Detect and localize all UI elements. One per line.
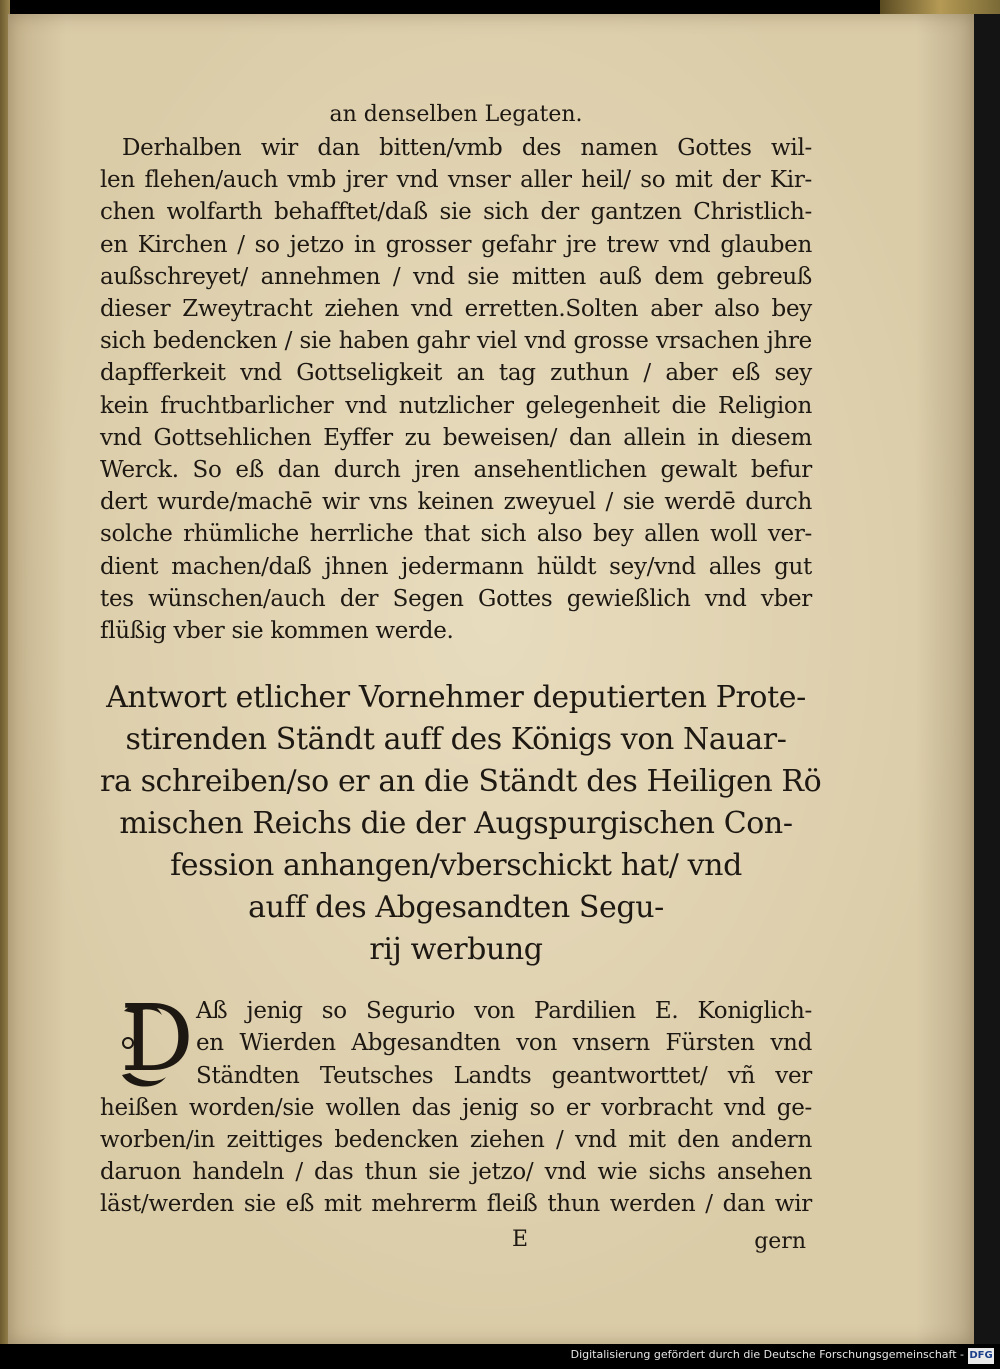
text-line: Aß jenig so Segurio von Pardilien E. Koniglich-	[196, 998, 812, 1025]
text-line: daruon handeln / das thun sie jetzo/ vnd wie sichs ansehen	[100, 1159, 812, 1186]
text-line: läst/werden sie eß mit mehrerm fleiß thun werden / dan wir	[100, 1191, 812, 1218]
heading-line: mischen Reichs die der Augspurgischen Con-	[119, 806, 793, 842]
heading-line: fession anhangen/vberschickt hat/ vnd	[170, 848, 742, 884]
heading-line: ra schreiben/so er an die Ständt des Heiligen Rö	[100, 764, 822, 800]
text-line: vnd Gottsehlichen Eyffer zu beweisen/ dan allein in diesem	[100, 424, 812, 451]
running-head: an denselben Legaten.	[329, 102, 583, 127]
text-line: Derhalben wir dan bitten/vmb des namen Gottes wil-	[122, 135, 812, 161]
text-line: dapfferkeit vnd Gottseligkeit an tag zuthun / aber eß sey	[100, 360, 812, 387]
decorated-initial	[116, 985, 198, 1093]
text-line: en Kirchen / so jetzo in grosser gefahr jre trew vnd glauben	[100, 231, 812, 258]
text-line: Ständten Teutsches Landts geantworttet/ vñ ver	[196, 1062, 812, 1089]
dfg-logo-icon: DFG	[968, 1348, 994, 1364]
paragraph-exhortation	[100, 132, 812, 647]
text-line: Werck. So eß dan durch jren ansehentlichen gewalt befur	[100, 457, 812, 484]
catchword: gern	[754, 1228, 806, 1254]
heading-line: stirenden Ständt auff des Königs von Nauar-	[125, 722, 787, 758]
paragraph-answer	[100, 985, 812, 1220]
text-line: heißen worden/sie wollen das jenig so er vorbracht vnd ge-	[100, 1094, 812, 1121]
initial-letter: D	[120, 985, 194, 1093]
text-line: außschreyet/ annehmen / vnd sie mitten auß dem gebreuß	[100, 263, 812, 290]
text-line: sich bedencken / sie haben gahr viel vnd grosse vrsachen jhre	[100, 328, 812, 355]
text-line: kein fruchtbarlicher vnd nutzlicher gelegenheit die Religion	[100, 392, 812, 419]
text-line: solche rhümliche herrliche that sich also bey allen woll ver-	[100, 521, 812, 548]
text-line: len flehen/auch vmb jrer vnd vnser aller heil/ so mit der Kir-	[100, 167, 812, 194]
section-heading	[100, 677, 822, 971]
heading-line: Antwort etlicher Vornehmer deputierten Prote-	[106, 680, 806, 716]
page-foot	[100, 1227, 812, 1261]
text-line: tes wünschen/auch der Segen Gottes gewießlich vnd vber	[100, 585, 812, 612]
text-column	[100, 100, 822, 1261]
text-line: dient machen/daß jhnen jedermann hüldt sey/vnd alles gut	[100, 553, 812, 580]
signature-mark: E	[512, 1226, 529, 1252]
text-line: dieser Zweytracht ziehen vnd erretten.Solten aber also bey	[100, 296, 812, 323]
text-line: en Wierden Abgesandten von vnsern Fürsten vnd	[196, 1030, 812, 1057]
viewer-footer	[0, 1344, 1000, 1369]
funding-credit: Digitalisierung gefördert durch die Deutsche Forschungsgemeinschaft -	[570, 1348, 964, 1361]
scan-background-strip	[974, 14, 1000, 1344]
text-line: dert wurde/machē wir vns keinen zweyuel / sie werdē durch	[100, 489, 812, 516]
text-line: chen wolfarth behafftet/daß sie sich der gantzen Christlich-	[100, 199, 812, 226]
heading-line: auff des Abgesandten Segu-	[248, 890, 664, 926]
heading-line: rij werbung	[369, 932, 543, 968]
text-line: flüßig vber sie kommen werde.	[100, 618, 454, 645]
text-line: worben/in zeittiges bedencken ziehen / vnd mit den andern	[100, 1127, 812, 1154]
